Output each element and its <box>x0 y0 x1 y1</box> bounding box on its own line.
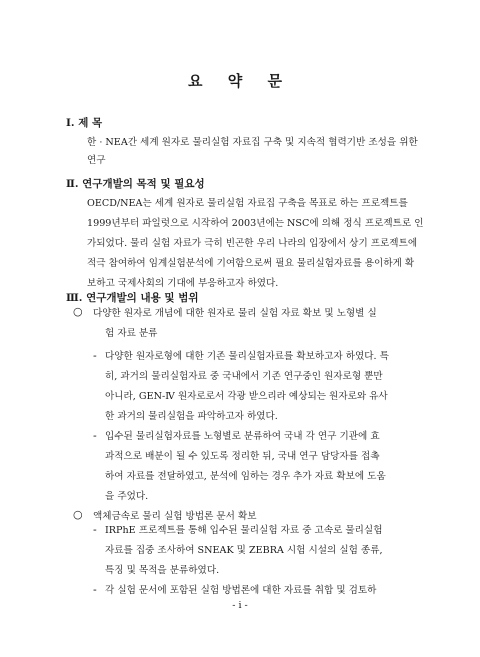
text-line: 적극 참여하여 임계실험분석에 기여함으로써 필요 물리실험자료를 용이하게 확 <box>87 258 415 269</box>
page-title: 요 약 문 <box>188 72 292 90</box>
section-heading-2: Ⅱ. 연구개발의 목적 및 필요성 <box>66 178 205 190</box>
text-line: 험 자료 분류 <box>105 328 158 339</box>
text-line: 다양한 원자로 개념에 대한 원자로 물리 실험 자료 확보 및 노형별 실 <box>93 308 377 319</box>
circle-bullet-icon: ○ <box>73 508 83 521</box>
bullet-1-sub-2 <box>105 427 417 507</box>
text-line: OECD/NEA는 세계 원자로 물리실험 자료집 구축을 목표로 하는 프로젝트를 <box>87 198 408 209</box>
text-line: 입수된 물리실험자료를 노형별로 분류하여 국내 각 연구 기관에 효 <box>105 431 380 442</box>
text-line: 연구 <box>87 155 106 166</box>
bullet-2-sub-2 <box>105 581 417 601</box>
text-line: 히, 과거의 물리실험자료 중 국내에서 기존 연구중인 원자로형 뿐만 <box>105 371 383 382</box>
text-line: IRPhE 프로젝트를 통해 입수된 물리실험 자료 중 고속로 물리실험 <box>105 525 383 536</box>
section-1-body <box>87 133 418 171</box>
text-line: 아니라, GEN-Ⅳ 원자로로서 각광 받으리라 예상되는 원자로와 유사 <box>105 391 388 402</box>
text-line: 한 과거의 물리실험을 파악하고자 하였다. <box>105 411 278 422</box>
bullet-1-text <box>93 304 415 344</box>
text-line: 액체금속로 물리 실험 방법론 문서 확보 <box>93 511 257 522</box>
circle-bullet-icon: ○ <box>73 305 83 318</box>
section-2-body <box>87 194 424 294</box>
text-line: 특징 및 목적을 분류하였다. <box>105 565 220 576</box>
dash-bullet-icon: - <box>93 349 97 362</box>
text-line: 과적으로 배분이 될 수 있도록 정리한 뒤, 국내 연구 담당자를 접촉 <box>105 451 380 462</box>
dash-bullet-icon: - <box>93 523 97 536</box>
text-line: 하여 자료를 전달하였고, 분석에 임하는 경우 추가 자료 확보에 도움 <box>105 471 386 482</box>
text-line: 1999년부터 파일럿으로 시작하여 2003년에는 NSC에 의해 정식 프로젝트로 인 <box>87 218 424 229</box>
text-line: 각 실험 문서에 포함된 실험 방법론에 대한 자료를 취합 및 검토하 <box>105 585 377 596</box>
section-heading-1: Ⅰ. 제 목 <box>66 117 103 129</box>
dash-bullet-icon: - <box>93 429 97 442</box>
bullet-2-sub-1 <box>105 521 417 581</box>
text-line: 다양한 원자로형에 대한 기존 물리실험자료를 확보하고자 하였다. 특 <box>105 351 389 362</box>
dash-bullet-icon: - <box>93 583 97 596</box>
page-number: - i - <box>232 600 248 611</box>
text-line: 가되었다. 물리 실험 자료가 극히 빈곤한 우리 나라의 입장에서 상기 프로젝트에 <box>87 238 418 249</box>
text-line: 을 주었다. <box>105 491 149 502</box>
section-heading-3: Ⅲ. 연구개발의 내용 및 범위 <box>66 292 199 304</box>
text-line: 한 · NEA간 세계 원자로 물리실험 자료집 구축 및 지속적 협력기반 조성을 위한 <box>87 137 418 148</box>
text-line: 자료를 집중 조사하여 SNEAK 및 ZEBRA 시험 시설의 실험 종류, <box>105 545 383 556</box>
text-line: 보하고 국제사회의 기대에 부응하고자 하였다. <box>87 278 279 289</box>
bullet-1-sub-1 <box>105 347 417 427</box>
